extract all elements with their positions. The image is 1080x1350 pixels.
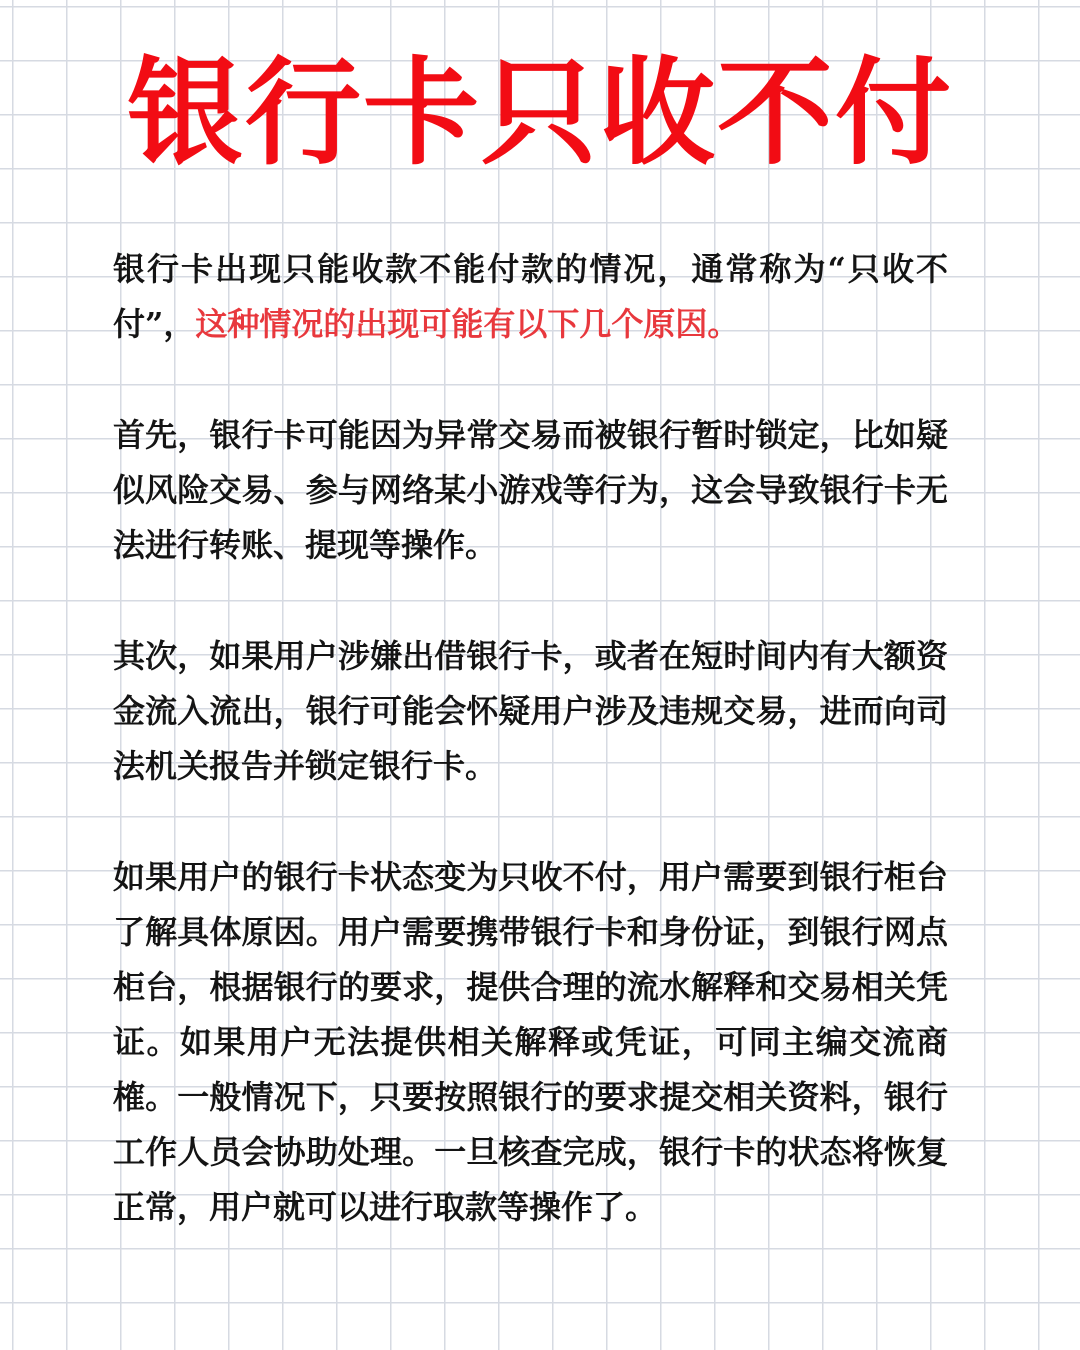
paragraph-solution: 如果用户的银行卡状态变为只收不付，用户需要到银行柜台了解具体原因。用户需要携带银行卡和身份证，到银行网点柜台，根据银行的要求，提供合理的流水解释和交易相关凭证。如果用户无法提供相关解释或凭证，可同主编交流商榷。一般情况下，只要按照银行的要求提交相关资料，银行工作人员会协助处理。一旦核查完成，银行卡的状态将恢复正常，用户就可以进行取款等操作了。 [113,858,948,1226]
paragraph-second-reason: 其次，如果用户涉嫌出借银行卡，或者在短时间内有大额资金流入流出，银行可能会怀疑用户涉及违规交易，进而向司法机关报告并锁定银行卡。 [113,637,948,785]
article-body [113,242,948,1235]
paragraph-intro-text: 银行卡出现只能收款不能付款的情况，通常称为“只收不付”， [113,250,948,343]
paragraph-intro-highlight: 这种情况的出现可能有以下几个原因。 [195,305,740,343]
paragraph-first-reason: 首先，银行卡可能因为异常交易而被银行暂时锁定，比如疑似风险交易、参与网络某小游戏等行为，这会导致银行卡无法进行转账、提现等操作。 [113,416,948,564]
page-title: 银行卡只收不付 [127,46,953,181]
paragraph-intro [113,242,948,352]
